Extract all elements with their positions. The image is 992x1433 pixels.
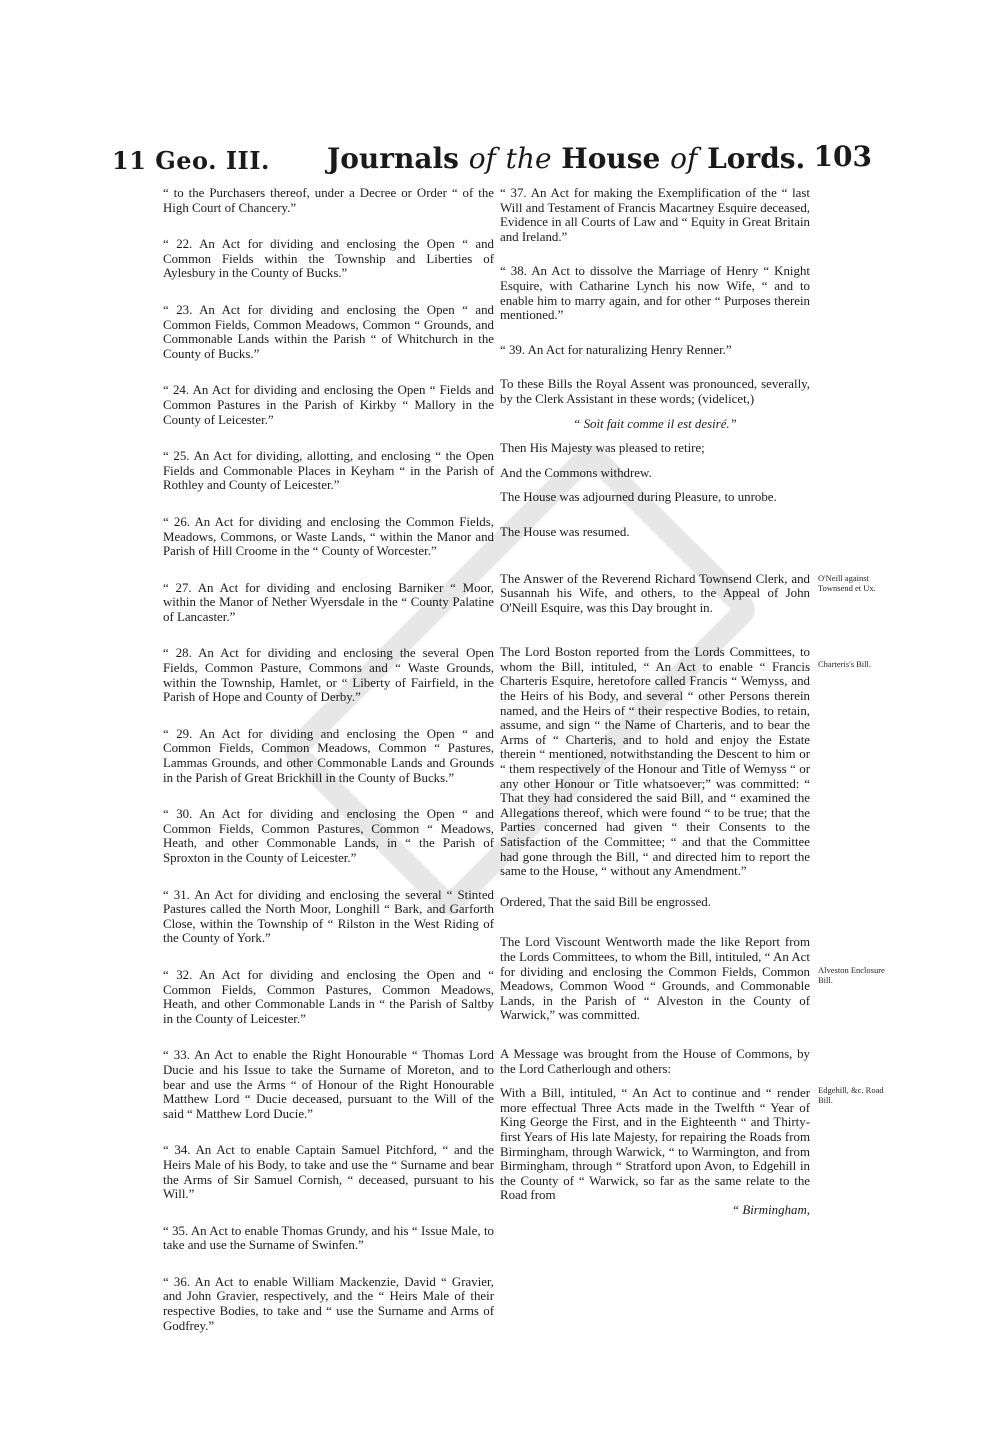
paragraph: “ 30. An Act for dividing and enclosing the Open “ and Common Fields, Common Pastures, Common “ Meadows, Heath, and other Commonable Lands, in “ the Parish of Sproxton in the County of Leicester.” bbox=[163, 807, 494, 865]
ordered-line: Ordered, That the said Bill be engrossed. bbox=[500, 894, 711, 909]
paragraph: And the Commons withdrew. bbox=[500, 465, 652, 480]
paragraph: “ 31. An Act for dividing and enclosing the several “ Stinted Pastures called the North Moor, Longhill “ Bark, and Garforth Close, within the Township of “ Rilston in the West Riding of the County of York.” bbox=[163, 887, 494, 946]
paragraph: “ 34. An Act to enable Captain Samuel Pitchford, “ and the Heirs Male of his Body, to take and use the “ Surname and bear the Arms of Sir Samuel Cornish, “ deceased, pursuant to his Will.” bbox=[163, 1143, 494, 1202]
paragraph: To these Bills the Royal Assent was pronounced, severally, by the Clerk Assistant in these words; (videlicet,) bbox=[500, 377, 810, 406]
left-column bbox=[163, 186, 494, 1353]
running-header bbox=[112, 140, 872, 184]
paragraph: The House was resumed. bbox=[500, 524, 630, 539]
paragraph: “ 26. An Act for dividing and enclosing the Common Fields, Meadows, Commons, or Waste Lands, “ within the Manor and Parish of Hill Croome in the “ County of Worcester.” bbox=[163, 514, 494, 559]
paragraph: The House was adjourned during Pleasure, to unrobe. bbox=[500, 490, 777, 505]
page-number: 103 bbox=[813, 140, 872, 173]
paragraph: The Answer of the Reverend Richard Townsend Clerk, and Susannah his Wife, and others, to the Appeal of John O'Neill Esquire, was this Day brought in. bbox=[500, 571, 810, 615]
paragraph: “ 37. An Act for making the Exemplification of the “ last Will and Testament of Francis Macartney Esquire deceased, Evidence in all Courts of Law and “ Equity in Great Britain and Ireland.” bbox=[500, 186, 810, 244]
paragraph: “ 36. An Act to enable William Mackenzie, David “ Gravier, and John Gravier, respectively, and the “ Heirs Male of their respective Bodies, to take and “ use the Surname and Arms of Godfrey.” bbox=[163, 1274, 494, 1333]
paragraph: “ to the Purchasers thereof, under a Decree or Order “ of the High Court of Chancery.” bbox=[163, 186, 494, 215]
paragraph: “ 22. An Act for dividing and enclosing the Open “ and Common Fields within the Township and Liberties of Aylesbury in the County of Bucks.” bbox=[163, 237, 494, 281]
margin-note-alveston: Alveston Enclosure Bill. bbox=[818, 965, 885, 985]
paragraph: “ 32. An Act for dividing and enclosing the Open and “ Common Fields, Common Pastures, Common Meadows, Heath, and other Commonable Lands in “ the Parish of Saltby in the County of Leicester.” bbox=[163, 967, 494, 1026]
right-column bbox=[500, 186, 810, 1237]
paragraph: Then His Majesty was pleased to retire; bbox=[500, 441, 705, 456]
paragraph: With a Bill, intituled, “ An Act to continue and “ render more effectual Three Acts made in the Twelfth “ Year of King George the First, and in the Eighteenth “ and Thirty-first Years of His late Majesty, for repairing the Roads from Birmingham, through Warwick, “ to Warmington, and from Birmingham, through “ Stratford upon Avon, to Edgehill in the County of “ Warwick, so far as the same relate to the Road from bbox=[500, 1086, 810, 1203]
paragraph: “ 23. An Act for dividing and enclosing the Open “ and Common Fields, Common Meadows, Common “ Grounds, and Commonable Lands within the Parish “ of Whitchurch in the County of Bucks.” bbox=[163, 302, 494, 361]
paragraph: “ 24. An Act for dividing and enclosing the Open “ Fields and Common Pastures in the Parish of Kirkby “ Mallory in the County of Leicester.” bbox=[163, 383, 494, 427]
regnal-year: 11 Geo. III. bbox=[112, 146, 270, 175]
paragraph: “ 39. An Act for naturalizing Henry Renner.” bbox=[500, 342, 732, 357]
journal-title: Journals of the House of Lords. bbox=[327, 142, 806, 175]
formula-line: “ Soit fait comme il est desiré.” bbox=[573, 416, 737, 431]
margin-note-oneill: O'Neill against Townsend et Ux. bbox=[818, 573, 876, 593]
paragraph: “ 33. An Act to enable the Right Honourable “ Thomas Lord Ducie and his Issue to take the Surname of Moreton, and to bear and use the Arms “ of Honour of the Right Honourable Matthew Lord “ Ducie deceased, pursuant to the Will of the said “ Matthew Lord Ducie.” bbox=[163, 1048, 494, 1121]
paragraph: A Message was brought from the House of Commons, by the Lord Catherlough and others: bbox=[500, 1046, 810, 1076]
paragraph: “ 38. An Act to dissolve the Marriage of Henry “ Knight Esquire, with Catharine Lynch his now Wife, “ and to enable him to marry again, and for other “ Purposes therein mentioned.” bbox=[500, 264, 810, 323]
paragraph: “ 28. An Act for dividing and enclosing the several Open Fields, Common Pasture, Commons and “ Waste Grounds, within the Township, Hamlet, or “ Liberty of Fairfield, in the Parish of Hope and County of Derby.” bbox=[163, 646, 494, 705]
margin-note-charteris: Charteris's Bill. bbox=[818, 659, 872, 669]
catchword: “ Birmingham, bbox=[731, 1202, 810, 1217]
margin-note-edgehill: Edgehill, &c. Road Bill. bbox=[818, 1085, 884, 1105]
paragraph: “ 25. An Act for dividing, allotting, and enclosing “ the Open Fields and Commonable Places in Keyham “ in the Parish of Rothley and County of Leicester.” bbox=[163, 449, 494, 493]
paragraph: “ 35. An Act to enable Thomas Grundy, and his “ Issue Male, to take and use the Surname of Swinfen.” bbox=[163, 1223, 494, 1253]
paragraph: “ 27. An Act for dividing and enclosing Barniker “ Moor, within the Manor of Nether Wyersdale in the “ County Palatine of Lancaster.” bbox=[163, 580, 494, 624]
paragraph: The Lord Viscount Wentworth made the like Report from the Lords Committees, to whom the Bill, intituled, “ An Act for dividing and enclosing the Common Fields, Common Meadows, Common Wood “ Grounds, and Commonable Lands, in the Parish of “ Alveston in the County of Warwick,” was committed. bbox=[500, 935, 810, 1023]
paragraph: The Lord Boston reported from the Lords Committees, to whom the Bill, intituled, “ An Act to enable “ Francis Charteris Esquire, heretofore called Francis “ Wemyss, and the Heirs of his Body, and several “ other Persons therein named, and the Heirs of “ their respective Bodies, to retain, assume, and sign “ the Name of Charteris, and to bear the Arms of “ Charteris, and to hold and enjoy the Estate therein “ mentioned, notwithstanding the Descent to him or “ them respectively of the Honour and Title of Wemyss “ or any other Honour or Title whatsoever;” was committed: “ That they had considered the said Bill, and “ examined the Allegations thereof, which were found “ to be true; that the Parties concerned had given “ their Consents to the Satisfaction of the Committee; “ and that the Committee had gone through the Bill, “ and directed him to report the same to the House, “ without any Amendment.” bbox=[500, 645, 810, 879]
paragraph: “ 29. An Act for dividing and enclosing the Open “ and Common Fields, Common Meadows, Common “ Pastures, Lammas Grounds, and other Commonable Lands and Grounds in the Parish of Great Brickhill in the County of Bucks.” bbox=[163, 726, 494, 785]
